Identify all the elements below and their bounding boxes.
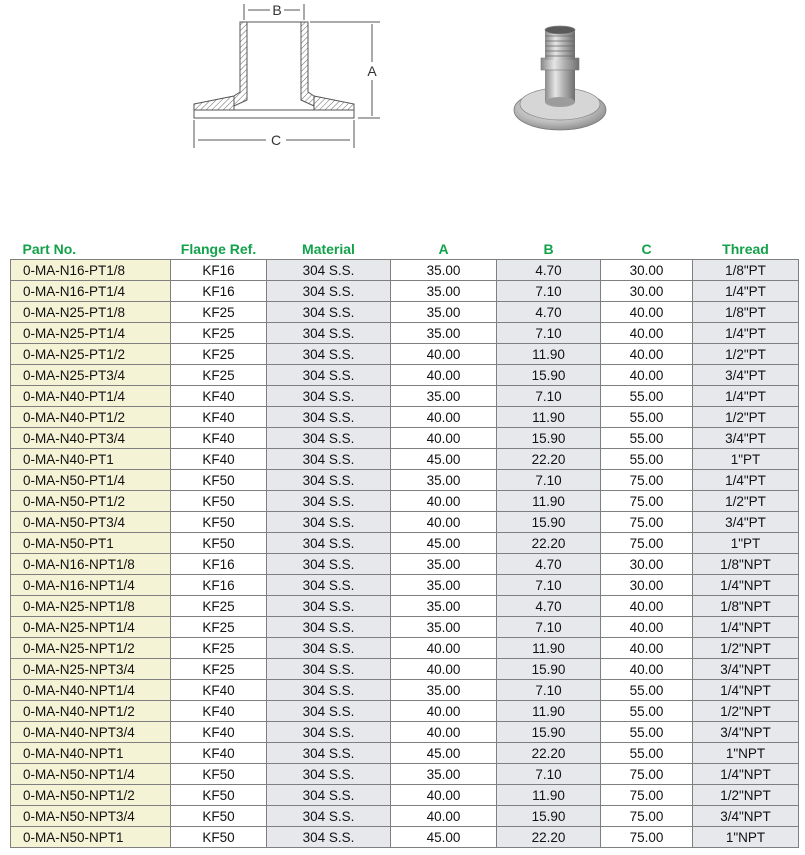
cell-b: 22.20 bbox=[497, 449, 601, 470]
cell-part-no: 0-MA-N50-NPT3/4 bbox=[11, 806, 171, 827]
table-row bbox=[11, 302, 799, 323]
cell-b: 15.90 bbox=[497, 659, 601, 680]
header-flange-ref: Flange Ref. bbox=[180, 241, 257, 257]
cell-material: 304 S.S. bbox=[267, 344, 391, 365]
cell-a: 35.00 bbox=[391, 281, 497, 302]
cell-c: 30.00 bbox=[601, 260, 693, 281]
cell-b: 15.90 bbox=[497, 512, 601, 533]
cell-material: 304 S.S. bbox=[267, 617, 391, 638]
table-row bbox=[11, 596, 799, 617]
cell-material: 304 S.S. bbox=[267, 743, 391, 764]
table-row bbox=[11, 260, 799, 281]
cell-thread: 1/2"PT bbox=[693, 344, 799, 365]
table-row bbox=[11, 407, 799, 428]
cell-thread: 3/4"NPT bbox=[693, 806, 799, 827]
cell-b: 7.10 bbox=[497, 575, 601, 596]
cell-thread: 1/4"PT bbox=[693, 323, 799, 344]
table-row bbox=[11, 806, 799, 827]
cell-part-no: 0-MA-N40-NPT3/4 bbox=[11, 722, 171, 743]
table-row bbox=[11, 659, 799, 680]
header-a: A bbox=[438, 241, 449, 257]
cell-a: 40.00 bbox=[391, 701, 497, 722]
cell-part-no: 0-MA-N40-PT1/4 bbox=[11, 386, 171, 407]
cell-b: 11.90 bbox=[497, 407, 601, 428]
cell-c: 55.00 bbox=[601, 386, 693, 407]
cell-c: 55.00 bbox=[601, 428, 693, 449]
cell-b: 11.90 bbox=[497, 701, 601, 722]
cell-material: 304 S.S. bbox=[267, 806, 391, 827]
cell-material: 304 S.S. bbox=[267, 302, 391, 323]
cell-thread: 1/8"PT bbox=[693, 260, 799, 281]
cell-thread: 3/4"PT bbox=[693, 428, 799, 449]
cell-a: 35.00 bbox=[391, 323, 497, 344]
cell-a: 45.00 bbox=[391, 827, 497, 848]
cell-material: 304 S.S. bbox=[267, 554, 391, 575]
cell-flange-ref: KF25 bbox=[171, 638, 267, 659]
cell-flange-ref: KF25 bbox=[171, 323, 267, 344]
cell-thread: 3/4"NPT bbox=[693, 659, 799, 680]
header-material: Material bbox=[302, 241, 355, 257]
cell-c: 40.00 bbox=[601, 596, 693, 617]
cell-part-no: 0-MA-N25-PT1/2 bbox=[11, 344, 171, 365]
cell-part-no: 0-MA-N25-NPT1/2 bbox=[11, 638, 171, 659]
cell-c: 75.00 bbox=[601, 470, 693, 491]
cell-part-no: 0-MA-N16-NPT1/8 bbox=[11, 554, 171, 575]
cell-material: 304 S.S. bbox=[267, 785, 391, 806]
cell-b: 22.20 bbox=[497, 743, 601, 764]
cell-a: 40.00 bbox=[391, 638, 497, 659]
cell-thread: 3/4"PT bbox=[693, 365, 799, 386]
cell-b: 15.90 bbox=[497, 722, 601, 743]
cell-b: 4.70 bbox=[497, 596, 601, 617]
cell-material: 304 S.S. bbox=[267, 260, 391, 281]
cell-thread: 1/4"NPT bbox=[693, 764, 799, 785]
cell-part-no: 0-MA-N25-PT3/4 bbox=[11, 365, 171, 386]
header-part-no: Part No. bbox=[22, 241, 77, 257]
header-thread: Thread bbox=[722, 241, 769, 257]
cell-flange-ref: KF16 bbox=[171, 260, 267, 281]
table-row bbox=[11, 680, 799, 701]
cell-flange-ref: KF25 bbox=[171, 659, 267, 680]
cell-c: 75.00 bbox=[601, 806, 693, 827]
table-row bbox=[11, 470, 799, 491]
cell-flange-ref: KF50 bbox=[171, 491, 267, 512]
cell-c: 75.00 bbox=[601, 533, 693, 554]
cell-flange-ref: KF25 bbox=[171, 302, 267, 323]
dimension-c-label: C bbox=[270, 132, 282, 148]
cell-thread: 1/8"NPT bbox=[693, 554, 799, 575]
cell-material: 304 S.S. bbox=[267, 491, 391, 512]
cell-a: 45.00 bbox=[391, 533, 497, 554]
table-row bbox=[11, 617, 799, 638]
cell-a: 40.00 bbox=[391, 785, 497, 806]
cell-flange-ref: KF50 bbox=[171, 470, 267, 491]
spec-table bbox=[10, 239, 799, 848]
table-header-row bbox=[11, 239, 799, 260]
cell-thread: 1"NPT bbox=[693, 743, 799, 764]
cell-b: 7.10 bbox=[497, 323, 601, 344]
cell-c: 40.00 bbox=[601, 659, 693, 680]
cell-c: 40.00 bbox=[601, 302, 693, 323]
cell-a: 35.00 bbox=[391, 596, 497, 617]
cell-c: 40.00 bbox=[601, 344, 693, 365]
cell-material: 304 S.S. bbox=[267, 659, 391, 680]
cell-material: 304 S.S. bbox=[267, 407, 391, 428]
cell-c: 55.00 bbox=[601, 722, 693, 743]
cell-b: 4.70 bbox=[497, 554, 601, 575]
table-row bbox=[11, 638, 799, 659]
cell-c: 55.00 bbox=[601, 701, 693, 722]
table-row bbox=[11, 722, 799, 743]
header-c: C bbox=[641, 241, 652, 257]
table-row bbox=[11, 428, 799, 449]
cell-flange-ref: KF40 bbox=[171, 428, 267, 449]
cell-part-no: 0-MA-N50-PT1/2 bbox=[11, 491, 171, 512]
cell-thread: 1/8"NPT bbox=[693, 596, 799, 617]
cell-thread: 1"PT bbox=[693, 449, 799, 470]
cell-material: 304 S.S. bbox=[267, 575, 391, 596]
dimension-b-label: B bbox=[272, 2, 282, 18]
cell-part-no: 0-MA-N50-PT3/4 bbox=[11, 512, 171, 533]
cell-b: 11.90 bbox=[497, 785, 601, 806]
cell-part-no: 0-MA-N25-NPT1/8 bbox=[11, 596, 171, 617]
cell-b: 11.90 bbox=[497, 491, 601, 512]
cell-a: 35.00 bbox=[391, 470, 497, 491]
cell-c: 75.00 bbox=[601, 827, 693, 848]
table-row bbox=[11, 323, 799, 344]
cell-thread: 1/4"PT bbox=[693, 470, 799, 491]
cell-c: 55.00 bbox=[601, 680, 693, 701]
cell-flange-ref: KF40 bbox=[171, 449, 267, 470]
dimension-drawing bbox=[180, 0, 400, 150]
table-row bbox=[11, 533, 799, 554]
cell-flange-ref: KF25 bbox=[171, 596, 267, 617]
cell-c: 55.00 bbox=[601, 449, 693, 470]
table-row bbox=[11, 281, 799, 302]
table-row bbox=[11, 827, 799, 848]
cell-flange-ref: KF40 bbox=[171, 701, 267, 722]
cell-part-no: 0-MA-N50-PT1/4 bbox=[11, 470, 171, 491]
table-row bbox=[11, 491, 799, 512]
cell-flange-ref: KF50 bbox=[171, 533, 267, 554]
cell-thread: 1/2"PT bbox=[693, 407, 799, 428]
cell-a: 40.00 bbox=[391, 659, 497, 680]
cell-b: 4.70 bbox=[497, 302, 601, 323]
cell-thread: 1/8"PT bbox=[693, 302, 799, 323]
cell-b: 15.90 bbox=[497, 365, 601, 386]
cell-a: 40.00 bbox=[391, 806, 497, 827]
cell-thread: 1/2"NPT bbox=[693, 638, 799, 659]
cell-material: 304 S.S. bbox=[267, 764, 391, 785]
cell-part-no: 0-MA-N16-PT1/4 bbox=[11, 281, 171, 302]
cell-c: 40.00 bbox=[601, 638, 693, 659]
table-row bbox=[11, 554, 799, 575]
cell-thread: 1/2"NPT bbox=[693, 701, 799, 722]
cell-a: 45.00 bbox=[391, 449, 497, 470]
cell-part-no: 0-MA-N50-NPT1 bbox=[11, 827, 171, 848]
cell-b: 7.10 bbox=[497, 617, 601, 638]
cell-c: 75.00 bbox=[601, 512, 693, 533]
cell-thread: 1/2"PT bbox=[693, 491, 799, 512]
cell-material: 304 S.S. bbox=[267, 701, 391, 722]
cell-a: 35.00 bbox=[391, 764, 497, 785]
cell-c: 75.00 bbox=[601, 764, 693, 785]
cell-material: 304 S.S. bbox=[267, 428, 391, 449]
cell-flange-ref: KF40 bbox=[171, 386, 267, 407]
cell-thread: 1/4"PT bbox=[693, 386, 799, 407]
cell-thread: 3/4"PT bbox=[693, 512, 799, 533]
table-row bbox=[11, 365, 799, 386]
cell-b: 7.10 bbox=[497, 470, 601, 491]
table-row bbox=[11, 785, 799, 806]
cell-material: 304 S.S. bbox=[267, 596, 391, 617]
cell-flange-ref: KF50 bbox=[171, 827, 267, 848]
cell-c: 40.00 bbox=[601, 617, 693, 638]
cell-thread: 1/4"NPT bbox=[693, 575, 799, 596]
cell-c: 55.00 bbox=[601, 743, 693, 764]
cell-part-no: 0-MA-N40-NPT1/2 bbox=[11, 701, 171, 722]
cell-a: 40.00 bbox=[391, 512, 497, 533]
cell-part-no: 0-MA-N25-PT1/8 bbox=[11, 302, 171, 323]
cell-flange-ref: KF25 bbox=[171, 617, 267, 638]
cell-flange-ref: KF40 bbox=[171, 407, 267, 428]
cell-b: 22.20 bbox=[497, 827, 601, 848]
cell-material: 304 S.S. bbox=[267, 638, 391, 659]
cell-a: 40.00 bbox=[391, 722, 497, 743]
cell-part-no: 0-MA-N40-PT3/4 bbox=[11, 428, 171, 449]
cell-a: 35.00 bbox=[391, 680, 497, 701]
cell-c: 30.00 bbox=[601, 575, 693, 596]
cell-flange-ref: KF50 bbox=[171, 512, 267, 533]
cell-part-no: 0-MA-N25-NPT1/4 bbox=[11, 617, 171, 638]
cell-flange-ref: KF50 bbox=[171, 764, 267, 785]
cell-thread: 1"PT bbox=[693, 533, 799, 554]
cell-material: 304 S.S. bbox=[267, 680, 391, 701]
cell-material: 304 S.S. bbox=[267, 281, 391, 302]
cell-part-no: 0-MA-N16-NPT1/4 bbox=[11, 575, 171, 596]
cell-thread: 1/4"PT bbox=[693, 281, 799, 302]
cell-material: 304 S.S. bbox=[267, 512, 391, 533]
table-row bbox=[11, 743, 799, 764]
cell-c: 55.00 bbox=[601, 407, 693, 428]
cell-flange-ref: KF25 bbox=[171, 344, 267, 365]
adapter-photo bbox=[505, 22, 615, 137]
cell-material: 304 S.S. bbox=[267, 365, 391, 386]
cell-part-no: 0-MA-N40-NPT1/4 bbox=[11, 680, 171, 701]
cell-a: 35.00 bbox=[391, 554, 497, 575]
cell-b: 7.10 bbox=[497, 386, 601, 407]
cell-a: 40.00 bbox=[391, 365, 497, 386]
cell-flange-ref: KF16 bbox=[171, 575, 267, 596]
table-row bbox=[11, 764, 799, 785]
cell-a: 35.00 bbox=[391, 302, 497, 323]
cell-part-no: 0-MA-N25-PT1/4 bbox=[11, 323, 171, 344]
table-row bbox=[11, 575, 799, 596]
header-b: B bbox=[543, 241, 554, 257]
cell-a: 35.00 bbox=[391, 386, 497, 407]
cell-a: 40.00 bbox=[391, 428, 497, 449]
cell-material: 304 S.S. bbox=[267, 323, 391, 344]
cell-a: 40.00 bbox=[391, 344, 497, 365]
cell-material: 304 S.S. bbox=[267, 722, 391, 743]
table-row bbox=[11, 449, 799, 470]
cell-part-no: 0-MA-N40-NPT1 bbox=[11, 743, 171, 764]
cell-thread: 1/2"NPT bbox=[693, 785, 799, 806]
cell-flange-ref: KF50 bbox=[171, 785, 267, 806]
table-row bbox=[11, 344, 799, 365]
cell-flange-ref: KF40 bbox=[171, 680, 267, 701]
cell-b: 7.10 bbox=[497, 764, 601, 785]
cell-c: 75.00 bbox=[601, 491, 693, 512]
cell-b: 7.10 bbox=[497, 281, 601, 302]
cell-flange-ref: KF40 bbox=[171, 743, 267, 764]
cell-a: 35.00 bbox=[391, 575, 497, 596]
cell-b: 11.90 bbox=[497, 344, 601, 365]
cell-thread: 1/4"NPT bbox=[693, 617, 799, 638]
cell-material: 304 S.S. bbox=[267, 827, 391, 848]
cell-b: 11.90 bbox=[497, 638, 601, 659]
cell-a: 45.00 bbox=[391, 743, 497, 764]
cell-part-no: 0-MA-N50-PT1 bbox=[11, 533, 171, 554]
cell-flange-ref: KF16 bbox=[171, 281, 267, 302]
cell-material: 304 S.S. bbox=[267, 533, 391, 554]
cell-thread: 1"NPT bbox=[693, 827, 799, 848]
dimension-a-label: A bbox=[367, 63, 377, 79]
cell-material: 304 S.S. bbox=[267, 449, 391, 470]
cell-b: 15.90 bbox=[497, 428, 601, 449]
cell-b: 22.20 bbox=[497, 533, 601, 554]
cell-b: 4.70 bbox=[497, 260, 601, 281]
cell-a: 35.00 bbox=[391, 617, 497, 638]
cell-material: 304 S.S. bbox=[267, 470, 391, 491]
cell-c: 75.00 bbox=[601, 785, 693, 806]
cell-flange-ref: KF25 bbox=[171, 365, 267, 386]
cell-part-no: 0-MA-N25-NPT3/4 bbox=[11, 659, 171, 680]
cell-a: 40.00 bbox=[391, 407, 497, 428]
cell-b: 15.90 bbox=[497, 806, 601, 827]
cell-c: 40.00 bbox=[601, 365, 693, 386]
cell-a: 40.00 bbox=[391, 491, 497, 512]
cell-flange-ref: KF16 bbox=[171, 554, 267, 575]
cell-a: 35.00 bbox=[391, 260, 497, 281]
cell-part-no: 0-MA-N50-NPT1/2 bbox=[11, 785, 171, 806]
cell-thread: 3/4"NPT bbox=[693, 722, 799, 743]
cell-flange-ref: KF40 bbox=[171, 722, 267, 743]
cell-b: 7.10 bbox=[497, 680, 601, 701]
cell-c: 30.00 bbox=[601, 281, 693, 302]
cell-material: 304 S.S. bbox=[267, 386, 391, 407]
cell-part-no: 0-MA-N50-NPT1/4 bbox=[11, 764, 171, 785]
cell-c: 30.00 bbox=[601, 554, 693, 575]
table-row bbox=[11, 701, 799, 722]
cell-c: 40.00 bbox=[601, 323, 693, 344]
cell-flange-ref: KF50 bbox=[171, 806, 267, 827]
cell-part-no: 0-MA-N16-PT1/8 bbox=[11, 260, 171, 281]
table-row bbox=[11, 512, 799, 533]
cell-part-no: 0-MA-N40-PT1 bbox=[11, 449, 171, 470]
table-body bbox=[11, 260, 799, 848]
table-row bbox=[11, 386, 799, 407]
cell-part-no: 0-MA-N40-PT1/2 bbox=[11, 407, 171, 428]
cell-thread: 1/4"NPT bbox=[693, 680, 799, 701]
